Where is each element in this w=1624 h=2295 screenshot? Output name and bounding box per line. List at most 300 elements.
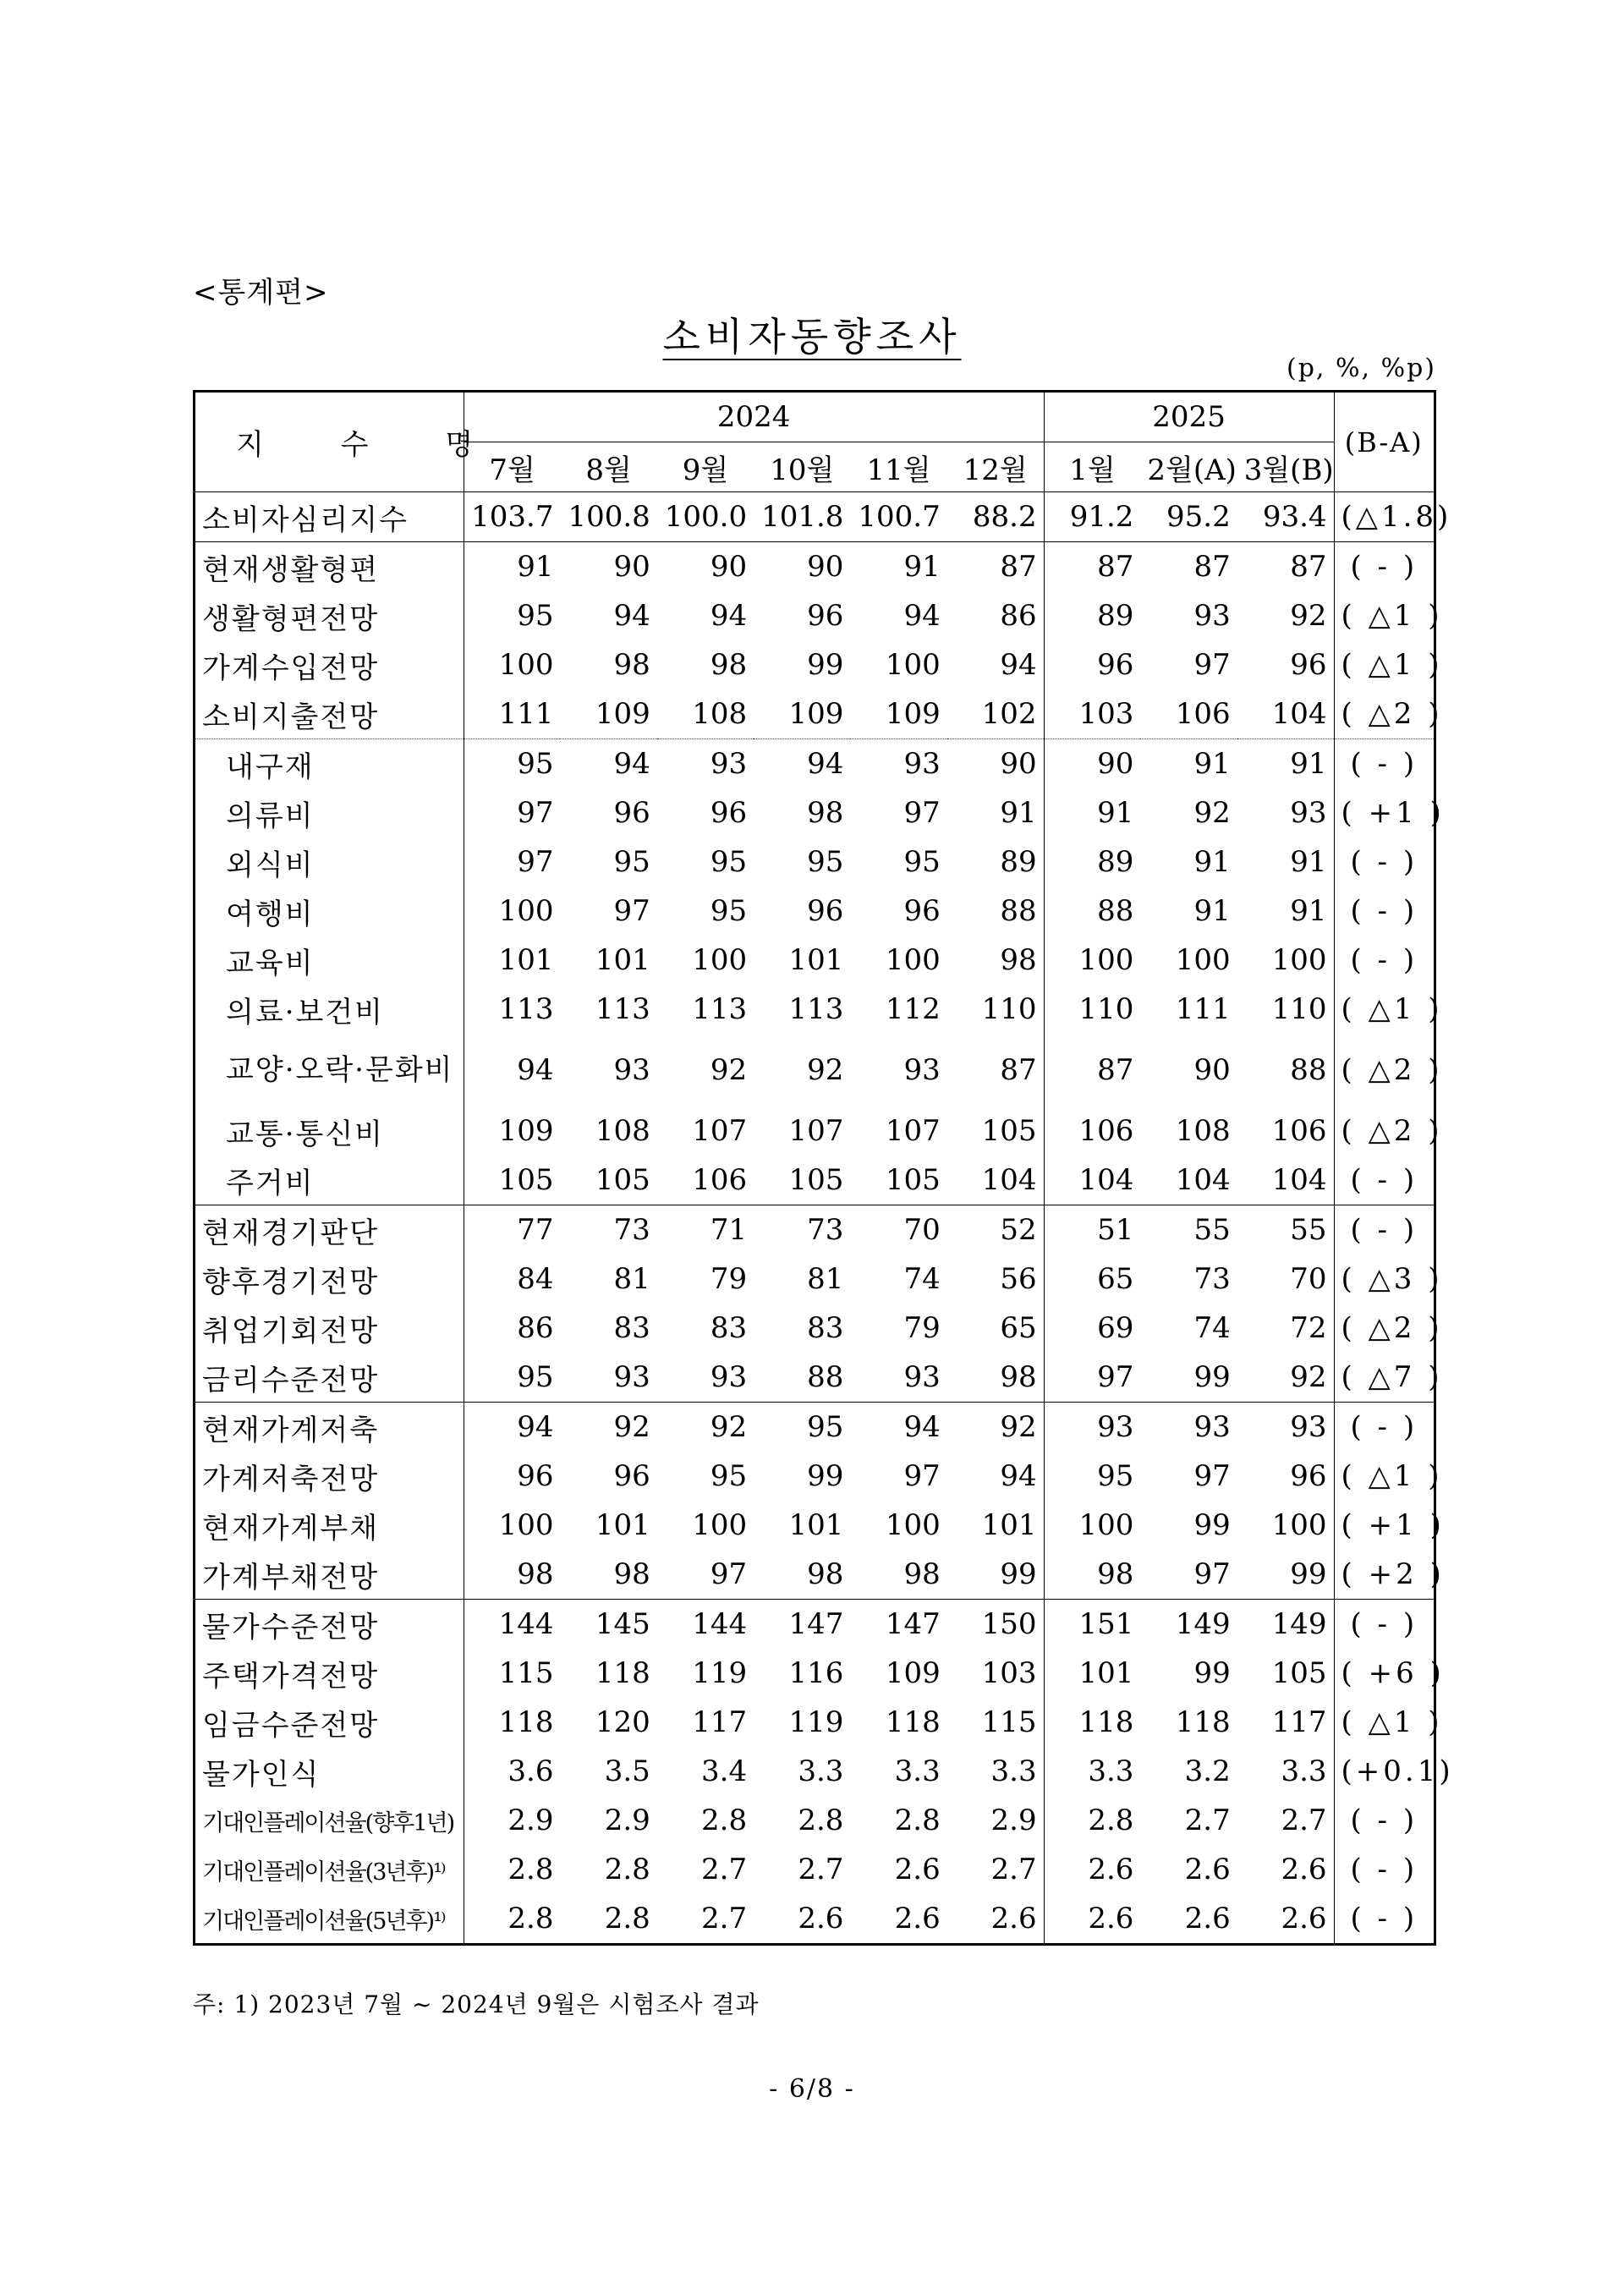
cell-diff: ( △2 ) — [1341, 1311, 1443, 1345]
cell-value: 113 — [595, 992, 650, 1026]
cell-value: 101 — [788, 943, 844, 977]
cell-value: 102 — [947, 689, 1044, 739]
cell-value: 103 — [1078, 697, 1134, 731]
cell-diff: ( △1 ) — [1341, 648, 1443, 682]
cell-value: 96 — [710, 796, 748, 830]
cell-value: 2.8 — [508, 1853, 554, 1886]
cell-value: 93 — [710, 1360, 748, 1394]
table-row — [195, 1501, 1435, 1550]
cell-diff: ( △7 ) — [1341, 1360, 1443, 1394]
cell-value: 2.8 — [508, 1902, 554, 1935]
cell-value: 116 — [788, 1656, 844, 1690]
cell-diff: ( △1 ) — [1341, 992, 1443, 1026]
cell-value: 93.4 — [1237, 492, 1334, 542]
cell-value: 95.2 — [1140, 492, 1237, 542]
cell-value: 87 — [1237, 542, 1334, 592]
row-label: 현재가계부채 — [195, 1501, 464, 1550]
header-month: 2월(A) — [1140, 442, 1237, 492]
cell-value: 3.3 — [1237, 1747, 1334, 1796]
cell-value: 112 — [885, 992, 941, 1026]
cell-value: 97 — [517, 845, 554, 879]
cell-value: 3.3 — [894, 1754, 941, 1788]
table-row — [195, 1304, 1435, 1353]
table-row — [195, 1034, 1435, 1106]
cell-value: 98 — [903, 1557, 941, 1591]
cell-value: 99 — [1193, 1508, 1231, 1542]
cell-value: 89 — [1097, 599, 1134, 633]
cell-value: 111 — [1175, 992, 1231, 1026]
cell-value: 87 — [1097, 1053, 1134, 1087]
cell-value: 106 — [1237, 1106, 1334, 1156]
row-label: 교양·오락·문화비 — [195, 1034, 464, 1106]
cell-value: 109 — [885, 697, 941, 731]
header-diff: (B-A) — [1334, 392, 1435, 492]
cell-value: 98 — [947, 1353, 1044, 1403]
cell-value: 95 — [807, 845, 844, 879]
cell-value: 117 — [1237, 1698, 1334, 1747]
table-row — [195, 689, 1435, 739]
cell-diff: ( △1 ) — [1341, 1459, 1443, 1493]
cell-value: 3.3 — [1088, 1754, 1134, 1788]
cell-value: 2.7 — [701, 1853, 748, 1886]
cell-value: 88 — [1097, 894, 1134, 928]
cell-value: 97 — [903, 1459, 941, 1493]
cell-value: 95 — [754, 1403, 850, 1452]
cell-value: 92 — [1237, 591, 1334, 640]
cell-diff: ( - ) — [1350, 1902, 1418, 1935]
cell-value: 55 — [1140, 1205, 1237, 1255]
cell-value: 2.8 — [604, 1902, 650, 1935]
row-label: 취업기회전망 — [195, 1304, 464, 1353]
cell-value: 99 — [1193, 1360, 1231, 1394]
cell-value: 3.6 — [508, 1754, 554, 1788]
cell-value: 65 — [947, 1304, 1044, 1353]
cell-value: 120 — [595, 1705, 650, 1739]
cell-value: 119 — [788, 1705, 844, 1739]
cell-diff: ( △1 ) — [1341, 599, 1443, 633]
section-label: <통계편> — [193, 276, 329, 310]
cell-diff: ( - ) — [1334, 1403, 1435, 1452]
cell-value: 88 — [947, 887, 1044, 936]
header-month: 12월 — [947, 442, 1044, 492]
cell-value: 55 — [1237, 1205, 1334, 1255]
cell-value: 98 — [1097, 1557, 1134, 1591]
cell-value: 105 — [947, 1106, 1044, 1156]
cell-value: 97 — [613, 894, 650, 928]
cell-value: 95 — [903, 845, 941, 879]
cell-value: 101 — [595, 1508, 650, 1542]
cell-value: 94 — [710, 599, 748, 633]
cell-value: 2.8 — [894, 1804, 941, 1837]
header-month: 11월 — [850, 442, 946, 492]
cell-value: 94 — [947, 1452, 1044, 1501]
cell-value: 2.6 — [1237, 1894, 1334, 1945]
cell-value: 91.2 — [1044, 492, 1140, 542]
cell-value: 65 — [1097, 1262, 1134, 1296]
cell-value: 96 — [903, 894, 941, 928]
cell-value: 92 — [710, 1053, 748, 1087]
cell-value: 118 — [1175, 1705, 1231, 1739]
cell-value: 91 — [947, 788, 1044, 837]
cell-value: 91 — [1237, 739, 1334, 789]
cell-diff: ( △3 ) — [1341, 1262, 1443, 1296]
row-label: 생활형편전망 — [195, 591, 464, 640]
table-row — [195, 788, 1435, 837]
page-number: - 6/8 - — [769, 2074, 855, 2104]
cell-value: 70 — [850, 1205, 946, 1255]
cell-value: 106 — [1175, 697, 1231, 731]
cell-value: 2.6 — [894, 1853, 941, 1886]
cell-value: 109 — [498, 1114, 554, 1148]
cell-value: 86 — [517, 1311, 554, 1345]
cell-value: 100 — [1237, 936, 1334, 985]
cell-value: 94 — [464, 1403, 560, 1452]
row-label: 가계저축전망 — [195, 1452, 464, 1501]
cell-diff: ( △2 ) — [1341, 1114, 1443, 1148]
cell-value: 83 — [807, 1311, 844, 1345]
row-label: 물가인식 — [195, 1747, 464, 1796]
cell-value: 2.6 — [1184, 1853, 1231, 1886]
cell-value: 92 — [560, 1403, 656, 1452]
cell-value: 150 — [947, 1600, 1044, 1650]
cell-value: 96 — [1237, 1452, 1334, 1501]
cell-value: 101 — [595, 943, 650, 977]
cell-value: 95 — [710, 845, 748, 879]
cell-value: 100.0 — [657, 492, 754, 542]
table-row — [195, 837, 1435, 887]
cell-value: 95 — [517, 1360, 554, 1394]
cell-value: 94 — [850, 1403, 946, 1452]
cell-diff: ( △1 ) — [1341, 1705, 1443, 1739]
cell-value: 91 — [1237, 837, 1334, 887]
cell-diff: ( - ) — [1334, 1600, 1435, 1650]
statistics-table — [193, 390, 1454, 1946]
cell-value: 90 — [1193, 1053, 1231, 1087]
cell-value: 119 — [692, 1656, 748, 1690]
row-label: 기대인플레이션율(3년후)¹⁾ — [195, 1845, 464, 1894]
table-row — [195, 542, 1435, 592]
cell-value: 2.7 — [798, 1853, 844, 1886]
cell-value: 100 — [1078, 943, 1134, 977]
cell-value: 113 — [498, 992, 554, 1026]
cell-value: 97 — [1193, 648, 1231, 682]
cell-diff: ( △2 ) — [1341, 1053, 1443, 1087]
cell-value: 145 — [560, 1600, 656, 1650]
cell-value: 97 — [1193, 1557, 1231, 1591]
cell-value: 97 — [710, 1557, 748, 1591]
cell-value: 98 — [807, 1557, 844, 1591]
row-label: 물가수준전망 — [195, 1600, 464, 1650]
table-row — [195, 1600, 1435, 1650]
table-row — [195, 591, 1435, 640]
header-month: 10월 — [754, 442, 850, 492]
cell-value: 77 — [464, 1205, 560, 1255]
cell-value: 74 — [903, 1262, 941, 1296]
cell-value: 2.7 — [1237, 1796, 1334, 1845]
row-label: 향후경기전망 — [195, 1255, 464, 1304]
cell-value: 79 — [710, 1262, 748, 1296]
header-month: 3월(B) — [1237, 442, 1334, 492]
cell-value: 118 — [1078, 1705, 1134, 1739]
row-label: 가계수입전망 — [195, 640, 464, 689]
cell-value: 91 — [1140, 739, 1237, 789]
cell-value: 95 — [1097, 1459, 1134, 1493]
cell-value: 52 — [947, 1205, 1044, 1255]
cell-diff: ( - ) — [1334, 739, 1435, 789]
cell-value: 118 — [595, 1656, 650, 1690]
cell-value: 104 — [1237, 1156, 1334, 1205]
table-row — [195, 1550, 1435, 1600]
table-row — [195, 1156, 1435, 1205]
table-row — [195, 1255, 1435, 1304]
row-label: 내구재 — [195, 739, 464, 789]
cell-value: 101 — [498, 943, 554, 977]
cell-value: 100 — [885, 1508, 941, 1542]
cell-value: 100.8 — [560, 492, 656, 542]
cell-value: 107 — [692, 1114, 748, 1148]
cell-value: 81 — [807, 1262, 844, 1296]
row-label: 교통·통신비 — [195, 1106, 464, 1156]
cell-value: 74 — [1193, 1311, 1231, 1345]
row-label: 가계부채전망 — [195, 1550, 464, 1600]
cell-value: 105 — [1237, 1649, 1334, 1698]
cell-value: 71 — [657, 1205, 754, 1255]
cell-value: 99 — [947, 1550, 1044, 1600]
cell-value: 100 — [1175, 943, 1231, 977]
unit-note: (p, %, %p) — [1287, 354, 1436, 383]
cell-value: 113 — [692, 992, 748, 1026]
cell-value: 111 — [498, 697, 554, 731]
row-label: 의료·보건비 — [195, 985, 464, 1034]
cell-value: 69 — [1097, 1311, 1134, 1345]
cell-value: 105 — [498, 1163, 554, 1197]
cell-value: 87 — [947, 1034, 1044, 1106]
cell-value: 2.8 — [798, 1804, 844, 1837]
cell-value: 118 — [498, 1705, 554, 1739]
cell-value: 110 — [1078, 992, 1134, 1026]
cell-value: 98 — [947, 936, 1044, 985]
cell-value: 100 — [885, 943, 941, 977]
cell-value: 104 — [1237, 689, 1334, 739]
header-month: 9월 — [657, 442, 754, 492]
cell-value: 98 — [710, 648, 748, 682]
cell-diff: ( △2 ) — [1341, 697, 1443, 731]
cell-value: 83 — [710, 1311, 748, 1345]
row-label: 금리수준전망 — [195, 1353, 464, 1403]
cell-diff: ( - ) — [1334, 542, 1435, 592]
cell-value: 103.7 — [464, 492, 560, 542]
cell-value: 73 — [560, 1205, 656, 1255]
cell-value: 105 — [595, 1163, 650, 1197]
cell-value: 118 — [885, 1705, 941, 1739]
header-year-2024: 2024 — [464, 392, 1044, 442]
cell-value: 93 — [1140, 1403, 1237, 1452]
cell-value: 91 — [464, 542, 560, 592]
cell-value: 87 — [947, 542, 1044, 592]
cell-value: 107 — [788, 1114, 844, 1148]
cell-value: 2.9 — [604, 1804, 650, 1837]
cell-value: 93 — [903, 1053, 941, 1087]
cell-value: 110 — [947, 985, 1044, 1034]
cell-value: 144 — [464, 1600, 560, 1650]
row-label: 의류비 — [195, 788, 464, 837]
cell-value: 100.7 — [850, 492, 946, 542]
cell-value: 96 — [613, 796, 650, 830]
cell-value: 94 — [560, 739, 656, 789]
cell-value: 97 — [517, 796, 554, 830]
table-row — [195, 1452, 1435, 1501]
header-year-2025: 2025 — [1044, 392, 1334, 442]
cell-value: 99 — [1193, 1656, 1231, 1690]
cell-value: 87 — [1044, 542, 1140, 592]
cell-value: 103 — [947, 1649, 1044, 1698]
cell-value: 95 — [710, 1459, 748, 1493]
cell-value: 2.6 — [947, 1894, 1044, 1945]
cell-value: 115 — [498, 1656, 554, 1690]
cell-value: 94 — [754, 739, 850, 789]
cell-value: 93 — [1237, 788, 1334, 837]
cell-value: 100 — [1078, 1508, 1134, 1542]
cell-diff: (+0.1) — [1341, 1754, 1454, 1788]
cell-value: 96 — [1237, 640, 1334, 689]
cell-value: 97 — [903, 796, 941, 830]
cell-value: 97 — [1097, 1360, 1134, 1394]
cell-diff: ( - ) — [1350, 845, 1418, 879]
cell-value: 149 — [1140, 1600, 1237, 1650]
cell-value: 2.7 — [947, 1845, 1044, 1894]
cell-diff: ( +2 ) — [1341, 1557, 1445, 1591]
cell-value: 91 — [850, 542, 946, 592]
cell-value: 2.6 — [798, 1902, 844, 1935]
cell-value: 100 — [498, 894, 554, 928]
cell-value: 108 — [692, 697, 748, 731]
cell-value: 2.9 — [508, 1804, 554, 1837]
cell-value: 90 — [1044, 739, 1140, 789]
cell-diff: (△1.8) — [1334, 492, 1435, 542]
table-row — [195, 1747, 1435, 1796]
cell-value: 2.8 — [701, 1804, 748, 1837]
cell-value: 94 — [903, 599, 941, 633]
cell-value: 96 — [807, 894, 844, 928]
cell-value: 83 — [613, 1311, 650, 1345]
cell-value: 104 — [947, 1156, 1044, 1205]
cell-value: 93 — [657, 739, 754, 789]
cell-value: 91 — [1193, 845, 1231, 879]
cell-value: 2.6 — [1088, 1902, 1134, 1935]
cell-value: 99 — [1237, 1550, 1334, 1600]
cell-diff: ( - ) — [1334, 1205, 1435, 1255]
cell-value: 94 — [517, 1053, 554, 1087]
row-label: 소비지출전망 — [195, 689, 464, 739]
table-row — [195, 1796, 1435, 1845]
cell-value: 100 — [692, 1508, 748, 1542]
cell-value: 92 — [807, 1053, 844, 1087]
cell-value: 97 — [1193, 1459, 1231, 1493]
cell-value: 88 — [1237, 1034, 1334, 1106]
row-label: 교육비 — [195, 936, 464, 985]
cell-value: 117 — [692, 1705, 748, 1739]
cell-value: 72 — [1237, 1304, 1334, 1353]
cell-value: 73 — [1193, 1262, 1231, 1296]
cell-value: 96 — [613, 1459, 650, 1493]
cell-value: 92 — [1193, 796, 1231, 830]
footnote: 주: 1) 2023년 7월 ~ 2024년 9월은 시험조사 결과 — [193, 1990, 760, 2018]
cell-value: 104 — [1175, 1163, 1231, 1197]
cell-value: 105 — [788, 1163, 844, 1197]
cell-value: 101.8 — [754, 492, 850, 542]
cell-diff: ( - ) — [1350, 1163, 1418, 1197]
cell-value: 106 — [1078, 1114, 1134, 1148]
cell-value: 2.7 — [1184, 1804, 1231, 1837]
cell-value: 91 — [1097, 796, 1134, 830]
header-index-name: 지 수 명 — [195, 392, 464, 492]
row-label: 주거비 — [195, 1156, 464, 1205]
cell-value: 51 — [1044, 1205, 1140, 1255]
cell-value: 99 — [807, 648, 844, 682]
table-row — [195, 1106, 1435, 1156]
cell-value: 95 — [710, 894, 748, 928]
cell-value: 109 — [788, 697, 844, 731]
cell-value: 93 — [1193, 599, 1231, 633]
table-row — [195, 1845, 1435, 1894]
cell-value: 90 — [754, 542, 850, 592]
cell-value: 90 — [947, 739, 1044, 789]
cell-value: 95 — [613, 845, 650, 879]
cell-value: 93 — [903, 1360, 941, 1394]
cell-value: 2.6 — [1237, 1845, 1334, 1894]
cell-value: 94 — [947, 640, 1044, 689]
cell-value: 93 — [1237, 1403, 1334, 1452]
cell-value: 98 — [517, 1557, 554, 1591]
cell-value: 96 — [807, 599, 844, 633]
table-row — [195, 1894, 1435, 1945]
cell-value: 108 — [1175, 1114, 1231, 1148]
cell-value: 151 — [1044, 1600, 1140, 1650]
row-label: 현재생활형편 — [195, 542, 464, 592]
cell-value: 93 — [850, 739, 946, 789]
cell-value: 87 — [1140, 542, 1237, 592]
row-label: 여행비 — [195, 887, 464, 936]
table-row — [195, 1649, 1435, 1698]
cell-value: 98 — [807, 796, 844, 830]
cell-diff: ( +1 ) — [1341, 796, 1445, 830]
cell-value: 98 — [613, 1557, 650, 1591]
cell-value: 95 — [464, 739, 560, 789]
cell-value: 3.3 — [947, 1747, 1044, 1796]
cell-value: 100 — [498, 648, 554, 682]
cell-value: 89 — [1097, 845, 1134, 879]
cell-value: 101 — [947, 1501, 1044, 1550]
cell-value: 109 — [595, 697, 650, 731]
row-label: 기대인플레이션율(향후1년) — [195, 1796, 464, 1845]
cell-value: 94 — [613, 599, 650, 633]
cell-value: 3.5 — [604, 1754, 650, 1788]
row-label: 주택가격전망 — [195, 1649, 464, 1698]
cell-value: 115 — [947, 1698, 1044, 1747]
cell-value: 98 — [613, 648, 650, 682]
header-month: 7월 — [464, 442, 560, 492]
cell-value: 56 — [947, 1255, 1044, 1304]
cell-diff: ( - ) — [1350, 943, 1418, 977]
table-row — [195, 887, 1435, 936]
cell-value: 93 — [1044, 1403, 1140, 1452]
table-row — [195, 1205, 1435, 1255]
cell-value: 107 — [885, 1114, 941, 1148]
table-row — [195, 492, 1435, 542]
cell-value: 113 — [788, 992, 844, 1026]
cell-value: 100 — [692, 943, 748, 977]
cell-value: 90 — [560, 542, 656, 592]
